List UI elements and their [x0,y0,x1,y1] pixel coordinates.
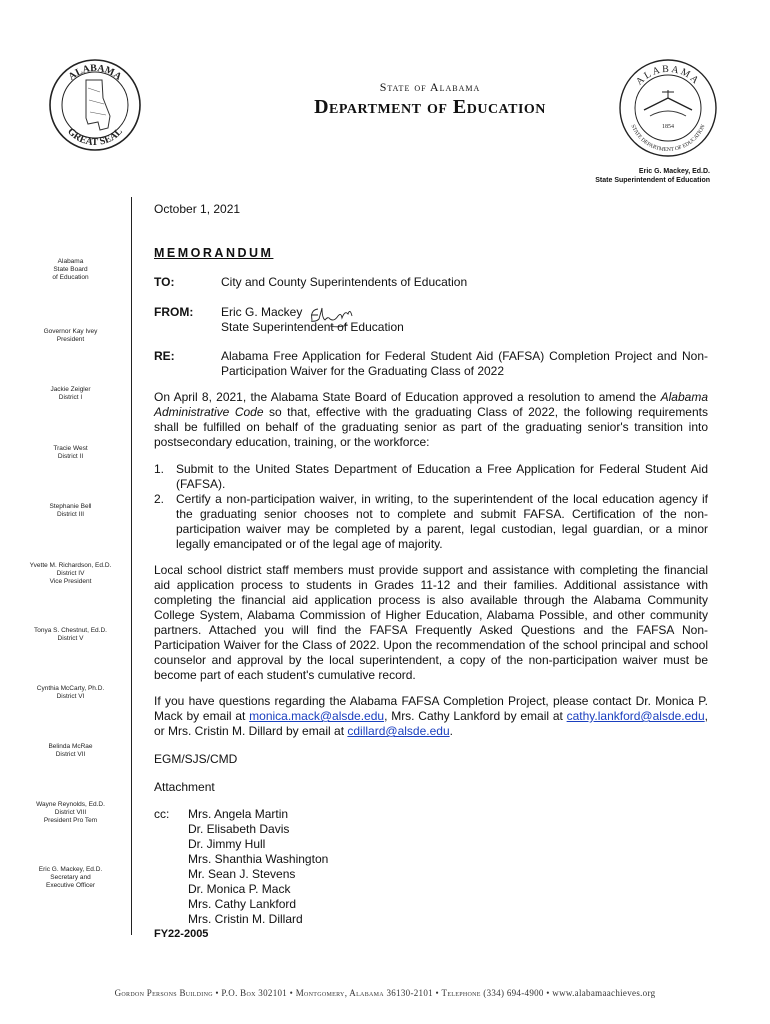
footer-address: Gordon Persons Building • P.O. Box 302101 • Montgomery, Alabama 36130-2101 • Telephone (334) 694-4900 • www.alabamaachieves.org [114,988,656,998]
svg-text:ALABAMA: ALABAMA [634,63,702,88]
cc-item: Mrs. Shanthia Washington [188,852,329,866]
list-item: 2. Certify a non-participation waiver, in writing, to the superintendent of the local education agency if the graduating senior chooses not to complete and submit FAFSA. Certification of the non-participation waiver may be completed by a parent, legal custodian, legal guardian, or a minor legally emancipated or of the legal age of majority. [154,492,708,551]
board-member: Tonya S. Chestnut, Ed.D. District V [34,627,107,642]
from-name: Eric G. Mackey [221,305,303,319]
paragraph-2: Local school district staff members must provide support and assistance with completing the financial aid application process to students in Grades 11-12 and their families. Additional assistance with completing the financial aid application process is also available through the Alabama Community College System, Alabama Commission of Higher Education, Alabama Possible, and other community partners. Attached you will find the FAFSA Frequently Asked Questions and the FAFSA Non-Participation Waiver for the Class of 2022. Upon the recommendation of the school principal and school counselor and approval by the local superintendent, a copy of the non-participation waiver must be become part of each student's cumulative record. [154,563,708,682]
cc-item: Mrs. Cristin M. Dillard [188,912,303,926]
email-link-mack[interactable]: monica.mack@alsde.edu [249,709,385,723]
board-member: Stephanie Bell District III [49,503,92,518]
list-item: 1. Submit to the United States Department of Education a Free Application for Federal Student Aid (FAFSA). [154,462,708,491]
board-member: Alabama State Board of Education [52,258,89,281]
from-title: State Superintendent of Education [221,320,404,334]
department-seal-icon [618,58,718,158]
board-member: Jackie Zeigler District I [50,386,91,401]
svg-text:ALABAMA: ALABAMA [66,62,124,83]
board-member: Governor Kay Ivey President [43,328,98,343]
great-seal-icon [48,58,142,152]
cc-item: Mrs. Angela Martin [188,807,289,821]
cc-item: Dr. Monica P. Mack [188,882,291,896]
svg-text:GREAT SEAL: GREAT SEAL [65,126,125,149]
cc-list [188,807,328,927]
re-label: RE: [154,349,175,363]
email-link-dillard[interactable]: cdillard@alsde.edu [347,724,450,738]
board-member: Cynthia McCarty, Ph.D. District VI [36,685,105,700]
cc-label: cc: [154,807,170,821]
superintendent-name: Eric G. Mackey, Ed.D. [638,168,710,175]
svg-text:STATE DEPARTMENT OF EDUCATION: STATE DEPARTMENT OF EDUCATION [629,123,707,154]
cc-item: Dr. Elisabeth Davis [188,822,290,836]
paragraph-1: On April 8, 2021, the Alabama State Board of Education approved a resolution to amend the Alabama Administrative Code so that, effective with the graduating Class of 2022, the following requirements shall be fulfilled on behalf of the graduating senior as part of the graduating senior's transition into postsecondary education, training, or the workforce: [154,390,708,449]
sidebar-divider [131,197,132,935]
document-code: FY22-2005 [154,928,209,940]
cc-item: Dr. Jimmy Hull [188,837,266,851]
board-member: Yvette M. Richardson, Ed.D. District IV Vice President [29,562,112,585]
board-member: Wayne Reynolds, Ed.D. District VIII President Pro Tem [36,801,105,824]
re-value: Alabama Free Application for Federal Student Aid (FAFSA) Completion Project and Non-Participation Waiver for the Graduating Class of 2022 [221,349,708,378]
signature-icon [308,304,358,330]
from-label: FROM: [154,305,194,319]
board-member: Eric G. Mackey, Ed.D. Secretary and Executive Officer [38,866,103,889]
board-member: Tracie West District II [53,445,88,460]
department-title: Department of Education [314,96,546,118]
memo-heading: MEMORANDUM [154,246,274,260]
alabama-great-seal [48,58,142,152]
to-label: TO: [154,275,175,289]
email-link-lankford[interactable]: cathy.lankford@alsde.edu [566,709,705,723]
superintendent-title: State Superintendent of Education [595,177,710,184]
initials: EGM/SJS/CMD [154,752,238,766]
cc-item: Mrs. Cathy Lankford [188,897,297,911]
cc-item: Mr. Sean J. Stevens [188,867,296,881]
to-value: City and County Superintendents of Education [221,275,468,289]
department-seal [618,58,718,158]
memo-date: October 1, 2021 [154,202,241,216]
paragraph-3: If you have questions regarding the Alabama FAFSA Completion Project, please contact Dr. Monica P. Mack by email at monica.mack@alsde.edu, Mrs. Cathy Lankford by email at cathy.lankford@alsde.edu, or Mrs. Cristin M. Dillard by email at cdillard@alsde.edu. [154,694,708,738]
board-member: Belinda McRae District VII [48,743,93,758]
state-name: State of Alabama [379,80,481,94]
attachment-label: Attachment [154,780,215,794]
svg-text:1854: 1854 [662,124,674,130]
